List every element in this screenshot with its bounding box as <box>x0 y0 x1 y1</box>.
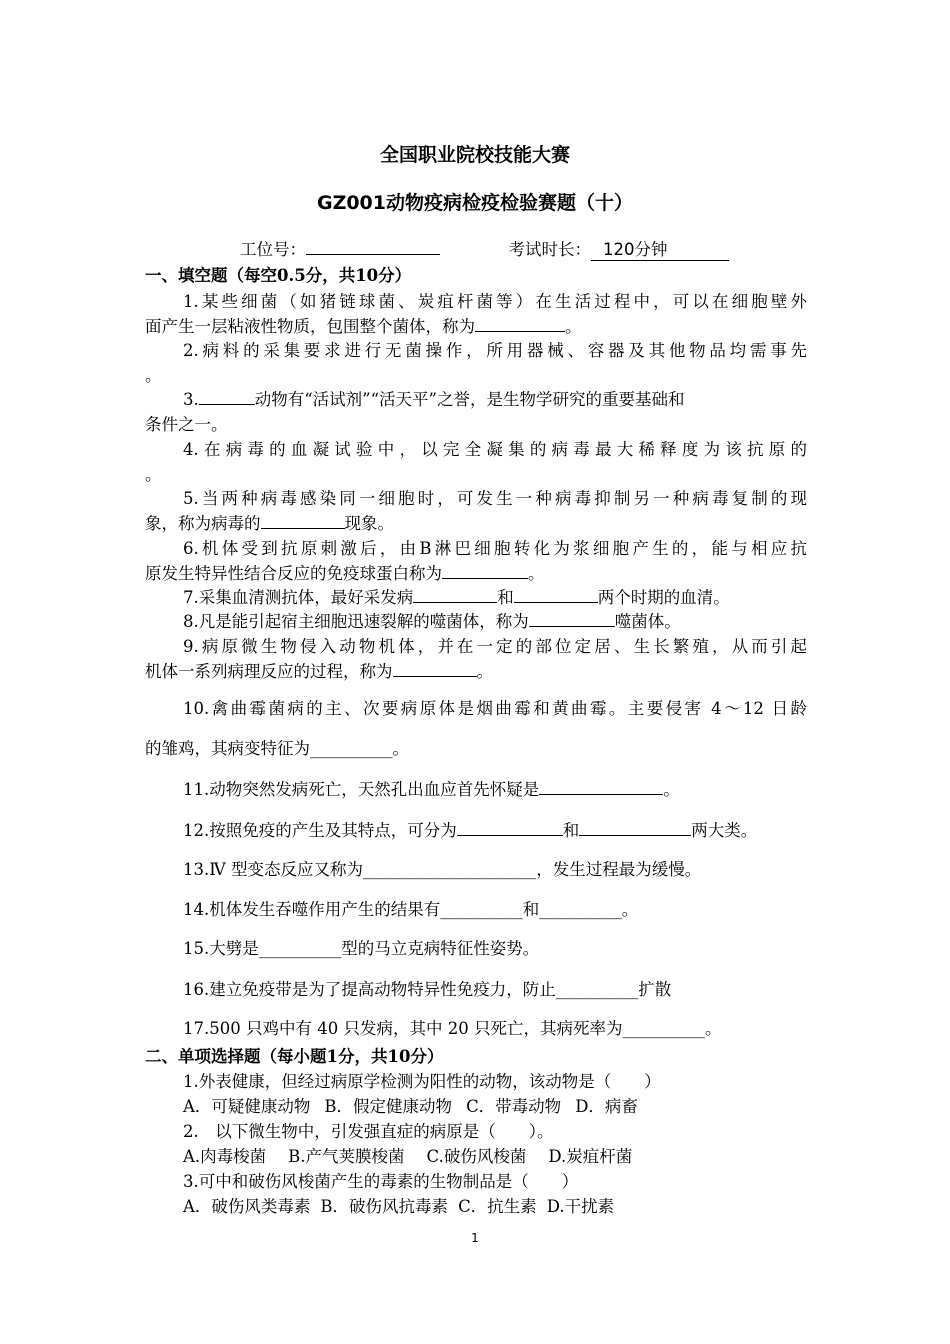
time-label: 考试时长： <box>508 240 591 259</box>
exam-info-line <box>240 236 760 261</box>
choice-question-3-options <box>183 1193 807 1217</box>
exam-subtitle: GZ001动物疫病检疫检验赛题（十） <box>316 192 634 214</box>
section-heading-fill-blank: 一、填空题（每空0.5分，共10分） <box>145 266 412 285</box>
answer-blank[interactable] <box>579 819 691 836</box>
answer-blank[interactable] <box>539 778 663 795</box>
section-heading-single-choice: 二、单项选择题（每小题1分，共10分） <box>145 1047 444 1066</box>
answer-blank[interactable] <box>393 660 477 677</box>
answer-blank[interactable] <box>457 819 563 836</box>
question-6-line-1: 6.机体受到抗原刺激后，由B淋巴细胞转化为浆细胞产生的，能与相应抗 <box>183 539 807 558</box>
option-c[interactable]: C．带毒动物 <box>466 1097 562 1116</box>
option-d[interactable]: D.干扰素 <box>546 1197 615 1216</box>
question-12: 12.按照免疫的产生及其特点，可分为 和 两大类。 <box>183 821 758 840</box>
choice-question-3: 3.可中和破伤风梭菌产生的毒素的生物制品是（ ） <box>183 1172 579 1191</box>
option-b[interactable]: B．破伤风抗毒素 <box>320 1197 449 1216</box>
question-2-line-1: 2.病料的采集要求进行无菌操作，所用器械、容器及其他物品均需事先 <box>183 341 807 360</box>
station-blank[interactable] <box>306 238 440 255</box>
choice-question-2-options <box>183 1143 807 1167</box>
answer-blank[interactable] <box>475 315 565 332</box>
question-13: 13.Ⅳ 型变态反应又称为_____________________，发生过程最为缓慢。 <box>183 860 702 879</box>
answer-blank[interactable] <box>442 562 528 579</box>
question-9-line-2: 机体一系列病理反应的过程，称为 。 <box>145 662 493 681</box>
option-b[interactable]: B．假定健康动物 <box>324 1097 453 1116</box>
answer-blank[interactable] <box>413 586 497 603</box>
answer-blank[interactable] <box>514 586 598 603</box>
answer-blank[interactable] <box>529 610 615 627</box>
question-3-line-1: 3. 动物有“活试剂”“活天平”之誉，是生物学研究的重要基础和 <box>183 390 685 409</box>
question-2-line-2: 。 <box>145 366 162 385</box>
option-a[interactable]: A.肉毒梭菌 <box>183 1147 267 1166</box>
choice-question-2: 2. 以下微生物中，引发强直症的病原是（ ）。 <box>183 1122 554 1141</box>
question-3-line-2: 条件之一。 <box>145 415 228 434</box>
choice-question-1-options <box>183 1093 807 1117</box>
option-c[interactable]: C．抗生素 <box>458 1197 537 1216</box>
question-8: 8.凡是能引起宿主细胞迅速裂解的噬菌体，称为 噬菌体。 <box>183 612 681 631</box>
question-17: 17.500 只鸡中有 40 只发病，其中 20 只死亡，其病死率为__________。 <box>183 1019 722 1038</box>
question-4-line-1: 4.在病毒的血凝试验中，以完全凝集的病毒最大稀释度为该抗原的 <box>183 440 807 459</box>
question-1-line-1: 1.某些细菌（如猪链球菌、炭疽杆菌等）在生活过程中，可以在细胞壁外 <box>183 292 807 311</box>
question-4-line-2: 。 <box>145 465 162 484</box>
answer-blank[interactable] <box>199 388 255 405</box>
question-1-line-2: 面产生一层粘液性物质，包围整个菌体，称为 。 <box>145 317 582 336</box>
station-label: 工位号： <box>240 240 306 259</box>
question-14: 14.机体发生吞噬作用产生的结果有__________和__________。 <box>183 900 639 919</box>
option-a[interactable]: A．可疑健康动物 <box>183 1097 311 1116</box>
option-a[interactable]: A．破伤风类毒素 <box>183 1197 311 1216</box>
option-c[interactable]: C.破伤风梭菌 <box>426 1147 527 1166</box>
time-value: 120分钟 <box>603 240 668 259</box>
question-11: 11.动物突然发病死亡，天然孔出血应首先怀疑是 。 <box>183 780 680 799</box>
exam-title: 全国职业院校技能大赛 <box>379 144 570 166</box>
option-d[interactable]: D.炭疽杆菌 <box>548 1147 633 1166</box>
question-7: 7.采集血清测抗体，最好采发病 和 两个时期的血清。 <box>183 588 730 607</box>
page-number: 1 <box>471 1231 479 1245</box>
question-5-line-1: 5.当两种病毒感染同一细胞时，可发生一种病毒抑制另一种病毒复制的现 <box>183 489 807 508</box>
question-5-line-2: 象，称为病毒的 现象。 <box>145 514 394 533</box>
choice-question-1: 1.外表健康，但经过病原学检测为阳性的动物，该动物是（ ） <box>183 1072 661 1091</box>
question-15: 15.大劈是__________型的马立克病特征性姿势。 <box>183 939 540 958</box>
question-6-line-2: 原发生特异性结合反应的免疫球蛋白称为 。 <box>145 564 545 583</box>
question-10-line-1: 10.禽曲霉菌病的主、次要病原体是烟曲霉和黄曲霉。主要侵害 4～12 日龄 <box>183 699 807 718</box>
option-d[interactable]: D．病畜 <box>575 1097 638 1116</box>
question-10-line-2: 的雏鸡，其病变特征为__________。 <box>145 739 409 758</box>
question-9-line-1: 9.病原微生物侵入动物机体，并在一定的部位定居、生长繁殖，从而引起 <box>183 637 807 656</box>
option-b[interactable]: B.产气荚膜梭菌 <box>288 1147 405 1166</box>
answer-blank[interactable] <box>261 512 345 529</box>
question-16: 16.建立免疫带是为了提高动物特异性免疫力，防止__________扩散 <box>183 980 672 999</box>
